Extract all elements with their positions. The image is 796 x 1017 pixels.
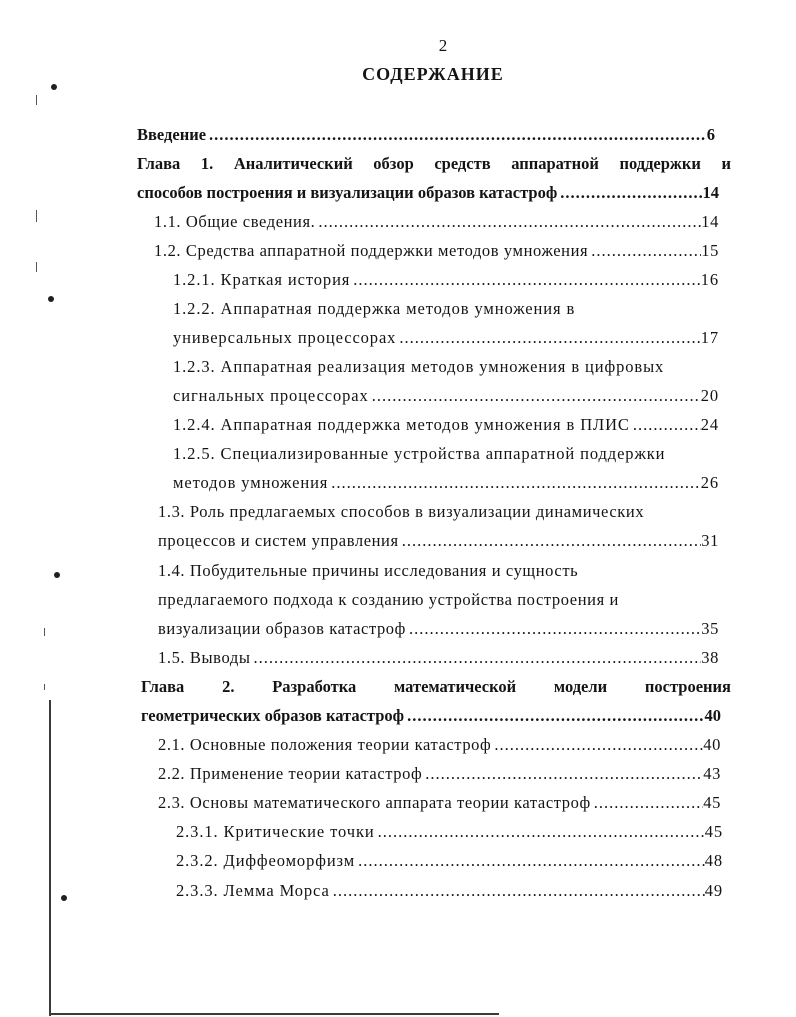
dot-leader (350, 268, 700, 292)
toc-entry-label: 2.3.1. Критические точки (176, 822, 375, 841)
toc-entry-chapter2-line1[interactable]: Глава 2. Разработка математической модели построения (141, 677, 731, 696)
dot-leader (355, 849, 705, 873)
dot-leader (588, 239, 701, 263)
dot-leader (404, 704, 704, 728)
scan-mark (36, 210, 37, 222)
toc-entry-page: 40 (703, 735, 721, 754)
toc-entry-page: 48 (704, 851, 723, 870)
toc-entry-1-4-line2[interactable]: предлагаемого подхода к созданию устройства построения и (158, 590, 619, 609)
dot-leader (422, 762, 703, 786)
toc-entry-label: 1.1. Общие сведения. (154, 212, 316, 231)
toc-entry-label: 1.5. Выводы (158, 648, 251, 667)
dot-leader (206, 123, 707, 147)
toc-entry-1-2-3-line1[interactable]: 1.2.3. Аппаратная реализация методов умножения в цифровых (173, 357, 665, 376)
toc-entry-introduction[interactable] (137, 123, 715, 147)
toc-entry-page: 14 (702, 183, 719, 202)
toc-entry-page: 26 (700, 473, 719, 492)
page-number: 2 (438, 36, 448, 55)
toc-entry-chapter2[interactable] (141, 704, 721, 728)
dot-leader (630, 413, 701, 437)
toc-entry-1-2-2[interactable] (173, 326, 719, 350)
toc-entry-1-2[interactable] (154, 239, 719, 263)
scan-mark (48, 296, 54, 302)
toc-entry-chapter1[interactable] (137, 181, 719, 205)
dot-leader (330, 879, 705, 903)
toc-entry-1-2-2-line1[interactable]: 1.2.2. Аппаратная поддержка методов умножения в (173, 299, 576, 318)
scan-mark (54, 572, 60, 578)
dot-leader (328, 471, 700, 495)
dot-leader (251, 646, 702, 670)
toc-entry-page: 45 (703, 793, 721, 812)
toc-entry-1-2-4[interactable] (173, 413, 719, 437)
page-edge-bottom (49, 1013, 499, 1015)
toc-entry-chapter1-line1[interactable]: Глава 1. Аналитический обзор средств аппаратной поддержки и (137, 154, 731, 173)
toc-entry-page: 49 (704, 881, 723, 900)
toc-entry-label: геометрических образов катастроф (141, 706, 405, 725)
toc-entry-2-3-3[interactable] (176, 879, 723, 903)
page-edge-left (49, 700, 51, 1016)
toc-entry-page: 14 (701, 212, 719, 231)
dot-leader (315, 210, 701, 234)
toc-entry-page: 15 (701, 241, 719, 260)
dot-leader (491, 733, 703, 757)
dot-leader (591, 791, 704, 815)
toc-entry-label: 2.3.3. Лемма Морса (176, 881, 330, 900)
toc-entry-1-2-5[interactable] (173, 471, 719, 495)
toc-entry-label: Введение (137, 125, 207, 144)
toc-entry-page: 43 (703, 764, 721, 783)
dot-leader (406, 617, 701, 641)
toc-entry-label: 2.3. Основы математического аппарата теории катастроф (158, 793, 591, 812)
toc-entry-1-4-line1[interactable]: 1.4. Побудительные причины исследования и сущность (158, 561, 579, 580)
toc-entry-page: 40 (704, 706, 721, 725)
dot-leader (375, 820, 705, 844)
toc-entry-page: 35 (701, 619, 719, 638)
scan-mark (44, 684, 45, 690)
toc-entry-page: 17 (700, 328, 719, 347)
toc-entry-page: 24 (700, 415, 719, 434)
dot-leader (396, 326, 700, 350)
toc-entry-page: 20 (700, 386, 719, 405)
scan-mark (36, 95, 37, 105)
toc-entry-2-1[interactable] (158, 733, 721, 757)
toc-entry-label: 1.2. Средства аппаратной поддержки методов умножения (154, 241, 589, 260)
dot-leader (399, 529, 702, 553)
toc-entry-page: 45 (704, 822, 723, 841)
toc-entry-1-3-line1[interactable]: 1.3. Роль предлагаемых способов в визуализации динамических (158, 502, 645, 521)
toc-entry-2-3-1[interactable] (176, 820, 723, 844)
toc-entry-label: 1.2.1. Краткая история (173, 270, 351, 289)
toc-entry-1-5[interactable] (158, 646, 719, 670)
scan-mark (61, 895, 67, 901)
toc-entry-2-2[interactable] (158, 762, 721, 786)
scan-mark (36, 262, 37, 272)
toc-entry-page: 38 (701, 648, 719, 667)
toc-entry-2-3[interactable] (158, 791, 721, 815)
toc-entry-label: методов умножения (173, 473, 329, 492)
toc-entry-page: 6 (706, 125, 715, 144)
toc-entry-1-3[interactable] (158, 529, 719, 553)
toc-entry-label: 2.2. Применение теории катастроф (158, 764, 423, 783)
dot-leader (369, 384, 701, 408)
dot-leader (557, 181, 702, 205)
toc-entry-2-3-2[interactable] (176, 849, 723, 873)
toc-entry-page: 16 (700, 270, 719, 289)
scan-mark (51, 84, 57, 90)
toc-entry-1-4[interactable] (158, 617, 719, 641)
toc-entry-label: визуализации образов катастроф (158, 619, 406, 638)
toc-entry-label: процессов и систем управления (158, 531, 399, 550)
toc-entry-1-1[interactable] (154, 210, 719, 234)
toc-entry-label: 2.1. Основные положения теории катастроф (158, 735, 492, 754)
toc-title: СОДЕРЖАНИЕ (362, 64, 504, 84)
toc-entry-1-2-1[interactable] (173, 268, 719, 292)
scan-mark (44, 628, 45, 636)
toc-entry-1-2-3[interactable] (173, 384, 719, 408)
toc-entry-1-2-5-line1[interactable]: 1.2.5. Специализированные устройства аппаратной поддержки (173, 444, 666, 463)
toc-entry-page: 31 (701, 531, 719, 550)
toc-entry-label: способов построения и визуализации образов катастроф (137, 183, 558, 202)
toc-entry-label: сигнальных процессорах (173, 386, 369, 405)
toc-entry-label: универсальных процессорах (173, 328, 397, 347)
toc-entry-label: 2.3.2. Диффеоморфизм (176, 851, 356, 870)
toc-entry-label: 1.2.4. Аппаратная поддержка методов умножения в ПЛИС (173, 415, 630, 434)
